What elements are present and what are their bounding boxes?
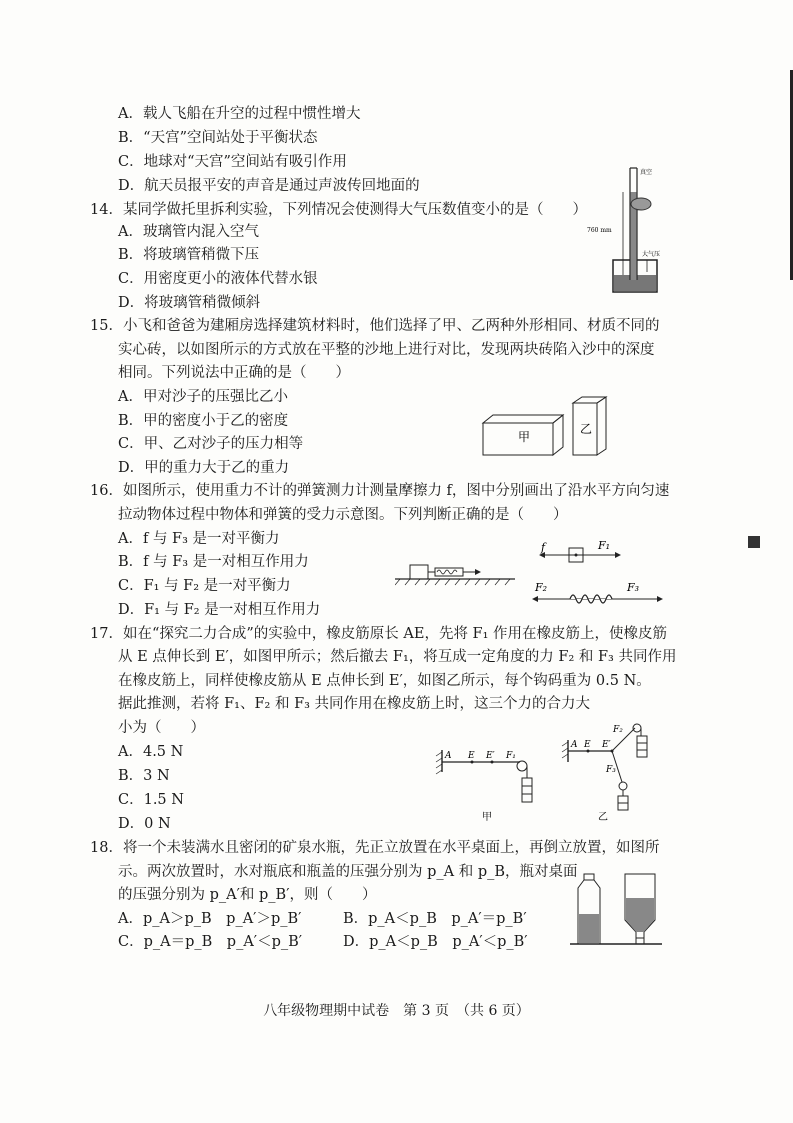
jia-point-ep: E′ (486, 751, 495, 761)
q16-option-a: A．f 与 F₃ 是一对平衡力 (118, 531, 280, 547)
q18-option-d: D．p_A＜p_B p_A′＜p_B′ (343, 934, 528, 950)
q17-stem-line3: 在橡皮筋上，同样使橡皮筋从 E 点伸长到 E′，如图乙所示，每个钩码重为 0.5 N。 (118, 673, 651, 689)
q16-option-c: C．F₁ 与 F₂ 是一对平衡力 (118, 578, 291, 594)
spring-scale-figure (395, 535, 675, 615)
q16-option-b: B．f 与 F₃ 是一对相互作用力 (118, 554, 309, 570)
q15-option-c: C．甲、乙对沙子的压力相等 (118, 436, 304, 452)
bottles-figure (570, 870, 665, 950)
yi-point-a: A (571, 740, 578, 750)
fig-jia-caption: 甲 (482, 812, 492, 823)
q13-option-c: C．地球对“天宫”空间站有吸引作用 (118, 154, 347, 170)
margin-block-mark (748, 536, 760, 548)
q14-option-a: A．玻璃管内混入空气 (118, 224, 259, 240)
q15-option-a: A．甲对沙子的压强比乙小 (118, 389, 288, 405)
q16-stem-line1: 16．如图所示，使用重力不计的弹簧测力计测量摩擦力 f，图中分别画出了沿水平方向匀速 (90, 483, 670, 499)
q17-option-a: A．4.5 N (118, 744, 184, 760)
q17-stem-line1: 17．如在“探究二力合成”的实验中，橡皮筋原长 AE，先将 F₁ 作用在橡皮筋上，使橡皮筋 (90, 626, 668, 642)
yi-point-e: E (584, 740, 591, 750)
q13-option-b: B．“天宫”空间站处于平衡状态 (118, 130, 318, 146)
jia-point-e: E (468, 751, 475, 761)
force-composition-figure (430, 720, 670, 830)
q18-option-c: C．p_A＝p_B p_A′＜p_B′ (118, 934, 303, 950)
force-f2-label: F₂ (535, 581, 548, 594)
yi-point-ep: E′ (602, 740, 611, 750)
q17-option-c: C．1.5 N (118, 792, 184, 808)
force-f3-label: F₃ (627, 581, 640, 594)
yi-f2-label: F₂ (613, 725, 623, 735)
q17-option-b: B．3 N (118, 768, 170, 784)
bricks-figure (478, 395, 628, 465)
page-footer: 八年级物理期中试卷 第 3 页 （共 6 页） (263, 1003, 530, 1019)
q17-stem-line4: 据此推测，若将 F₁、F₂ 和 F₃ 共同作用在橡皮筋上时，这三个力的合力大 (118, 696, 591, 712)
torricelli-figure (585, 160, 675, 300)
q15-option-d: D．甲的重力大于乙的重力 (118, 460, 290, 476)
q18-stem-line3: 的压强分别为 p_A′和 p_B′，则（ ） (118, 887, 377, 903)
vacuum-label: 真空 (640, 169, 653, 176)
q18-option-a: A．p_A＞p_B p_A′＞p_B′ (118, 911, 302, 927)
q18-stem-line1: 18．将一个未装满水且密闭的矿泉水瓶，先正立放置在水平桌面上，再倒立放置，如图所 (90, 840, 660, 856)
brick-yi-label: 乙 (580, 422, 593, 436)
q17-option-d: D．0 N (118, 816, 171, 832)
q16-option-d: D．F₁ 与 F₂ 是一对相互作用力 (118, 602, 321, 618)
height-label: 760 mm (587, 227, 612, 234)
q18-option-b: B．p_A＜p_B p_A′＝p_B′ (343, 911, 527, 927)
q17-stem-line2: 从 E 点伸长到 E′，如图甲所示；然后撤去 F₁，将互成一定角度的力 F₂ 和 F₃ 共同作用 (118, 649, 677, 665)
atm-label: 大气压 (642, 251, 661, 258)
force-f-label: f (541, 541, 546, 554)
jia-point-a: A (445, 751, 452, 761)
q15-option-b: B．甲的密度小于乙的密度 (118, 413, 289, 429)
q18-stem-line2: 示。两次放置时，水对瓶底和瓶盖的压强分别为 p_A 和 p_B，瓶对桌面 (118, 864, 578, 880)
q14-stem: 14．某同学做托里拆利实验，下列情况会使测得大气压数值变小的是（ ） (90, 202, 587, 218)
q13-option-a: A．载人飞船在升空的过程中惯性增大 (118, 106, 361, 122)
q15-stem-line3: 相同。下列说法中正确的是（ ） (118, 365, 350, 381)
q14-option-d: D．将玻璃管稍微倾斜 (118, 295, 261, 311)
q14-option-b: B．将玻璃管稍微下压 (118, 247, 260, 263)
q15-stem-line2: 实心砖，以如图所示的方式放在平整的沙地上进行对比，发现两块砖陷入沙中的深度 (118, 342, 655, 358)
q13-option-d: D．航天员报平安的声音是通过声波传回地面的 (118, 178, 420, 194)
fig-yi-caption: 乙 (598, 812, 608, 823)
yi-f3-label: F₃ (606, 765, 616, 775)
force-f1-label: F₁ (598, 539, 611, 552)
q16-stem-line2: 拉动物体过程中物体和弹簧的受力示意图。下列判断正确的是（ ） (118, 507, 568, 523)
brick-jia-label: 甲 (518, 430, 531, 444)
q15-stem-line1: 15．小飞和爸爸为建厢房选择建筑材料时，他们选择了甲、乙两种外形相同、材质不同的 (90, 318, 660, 334)
q14-option-c: C．用密度更小的液体代替水银 (118, 271, 318, 287)
jia-f1-label: F₁ (506, 751, 516, 761)
q17-stem-line5: 小为（ ） (118, 720, 205, 736)
